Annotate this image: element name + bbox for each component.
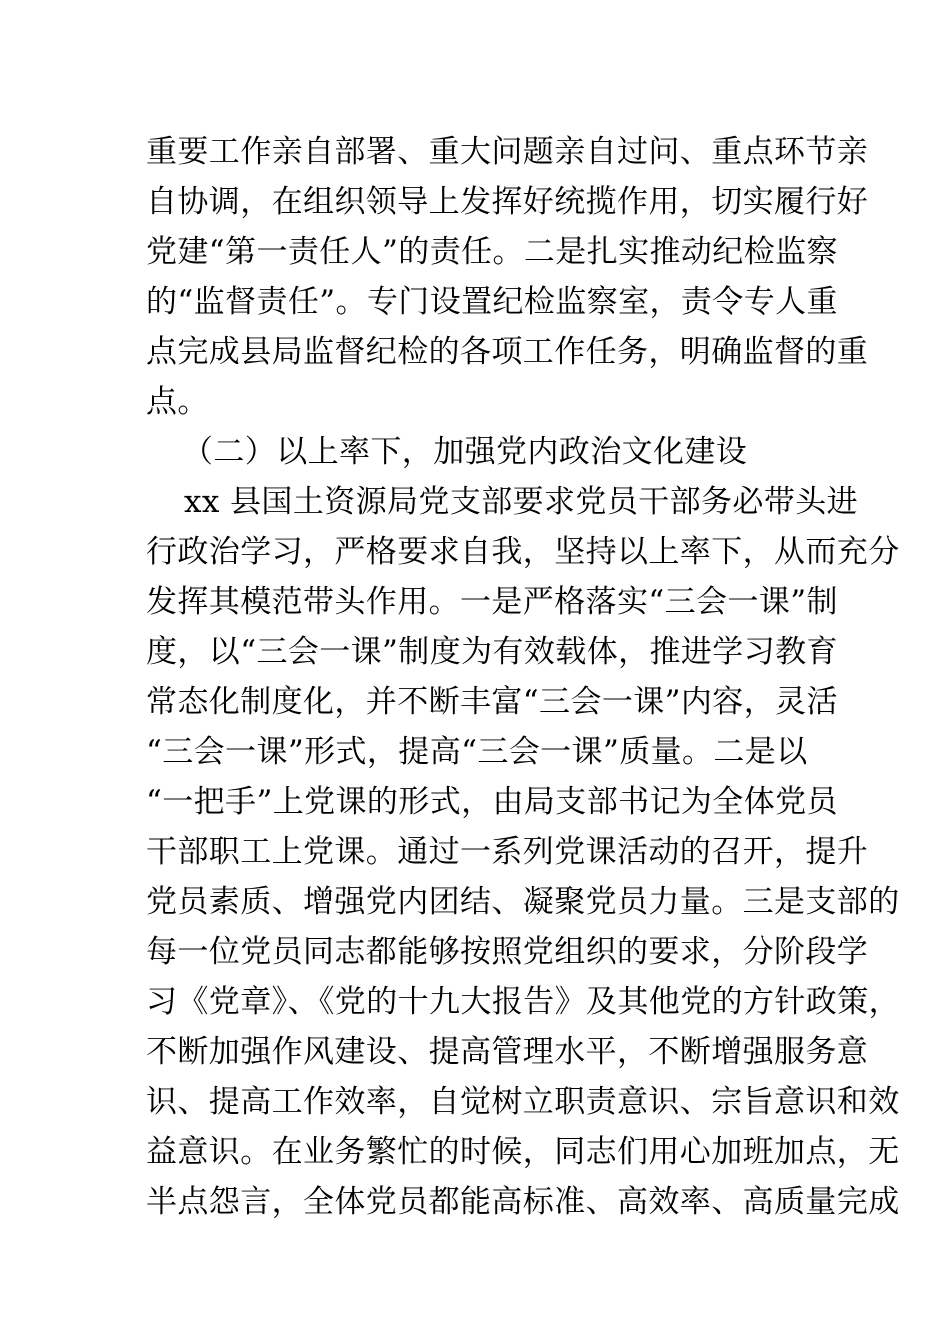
paragraph-line-21: 半点怨言，全体党员都能高标准、高效率、高质量完成 <box>146 1184 900 1220</box>
paragraph-line-19: 识、提高工作效率，自觉树立职责意识、宗旨意识和效 <box>146 1084 900 1120</box>
paragraph-line-16: 每一位党员同志都能够按照党组织的要求，分阶段学 <box>146 934 869 970</box>
paragraph-line-7: xx 县国土资源局党支部要求党员干部务必带头进 <box>184 484 859 520</box>
paragraph-line-2: 自协调，在组织领导上发挥好统揽作用，切实履行好 <box>146 184 869 220</box>
paragraph-line-13: “一把手”上党课的形式，由局支部书记为全体党员 <box>146 784 838 820</box>
paragraph-line-6: 点。 <box>146 384 209 420</box>
paragraph-line-10: 度，以“三会一课”制度为有效载体，推进学习教育 <box>146 634 838 670</box>
paragraph-line-20: 益意识。在业务繁忙的时候，同志们用心加班加点，无 <box>146 1134 900 1170</box>
paragraph-line-11: 常态化制度化，并不断丰富“三会一课”内容，灵活 <box>146 684 838 720</box>
paragraph-line-1: 重要工作亲自部署、重大问题亲自过问、重点环节亲 <box>146 134 869 170</box>
section-heading: （二）以上率下，加强党内政治文化建设 <box>182 434 748 470</box>
paragraph-line-3: 党建“第一责任人”的责任。二是扎实推动纪检监察 <box>146 234 838 270</box>
paragraph-line-18: 不断加强作风建设、提高管理水平，不断增强服务意 <box>146 1034 869 1070</box>
paragraph-line-17: 习《党章》、《党的十九大报告》及其他党的方针政策， <box>146 984 900 1020</box>
paragraph-line-12: “三会一课”形式，提高“三会一课”质量。二是以 <box>146 734 808 770</box>
paragraph-line-14: 干部职工上党课。通过一系列党课活动的召开，提升 <box>146 834 869 870</box>
paragraph-line-9: 发挥其模范带头作用。一是严格落实“三会一课”制 <box>146 584 838 620</box>
paragraph-line-5: 点完成县局监督纪检的各项工作任务，明确监督的重 <box>146 334 869 370</box>
paragraph-line-4: 的“监督责任”。专门设置纪检监察室，责令专人重 <box>146 284 838 320</box>
paragraph-line-15: 党员素质、增强党内团结、凝聚党员力量。三是支部的 <box>146 884 900 920</box>
paragraph-line-8: 行政治学习，严格要求自我，坚持以上率下，从而充分 <box>146 534 900 570</box>
